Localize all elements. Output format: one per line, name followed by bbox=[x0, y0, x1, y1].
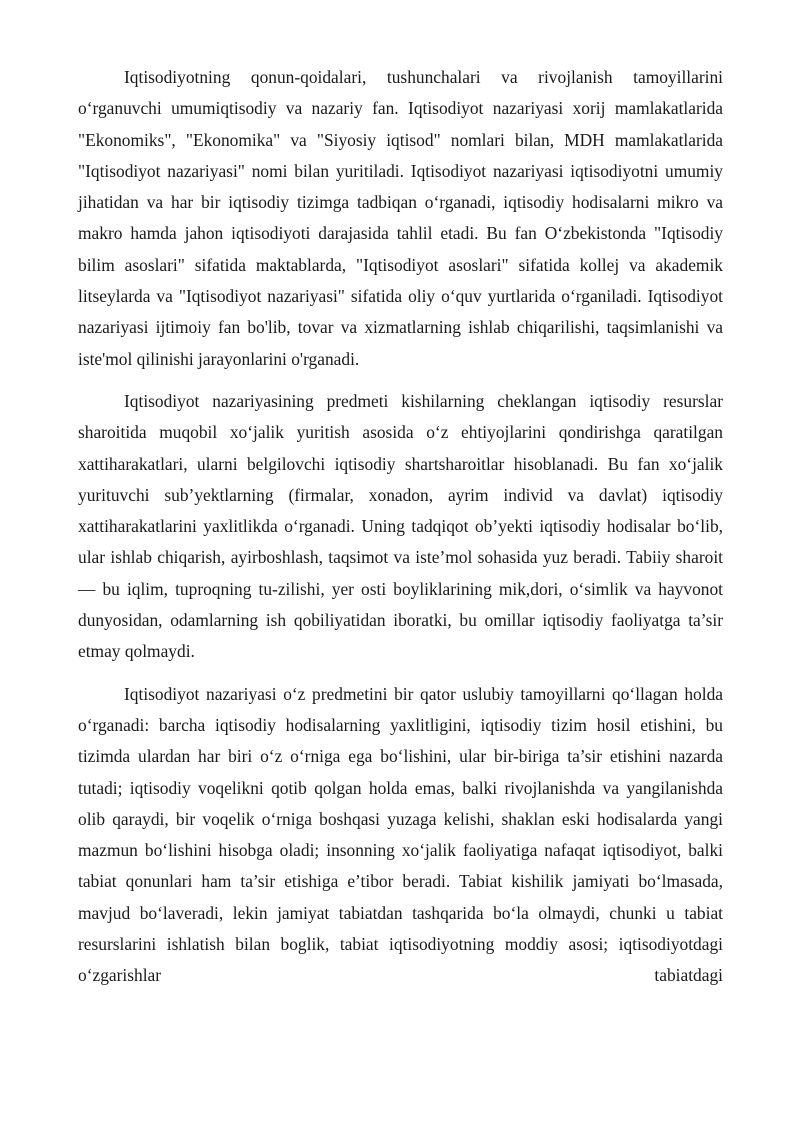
paragraph-3: Iqtisodiyot nazariyasi o‘z predmetini bir qator uslubiy tamoyillarni qo‘llagan holda o‘rganadi: barcha iqtisodiy hodisalarning yaxlitligini, iqtisodiy tizim hosil etishini, bu tizimda ulardan har biri o‘z o‘rniga ega bo‘lishini, ular bir-biriga ta’sir etishini nazarda tutadi; iqtisodiy voqelikni qotib qolgan holda emas, balki rivojlanishda va yangilanishda olib qaraydi, bir voqelik o‘rniga boshqasi yuzaga kelishi, shaklan eski hodisalarda yangi mazmun bo‘lishini hisobga oladi; insonning xo‘jalik faoliyatiga nafaqat iqtisodiyot, balki tabiat qonunlari ham ta’sir etishiga e’tibor beradi. Tabiat kishilik jamiyati bo‘lmasada, mavjud bo‘laveradi, lekin jamiyat tabiatdan tashqarida bo‘la olmaydi, chunki u tabiat resurslarini ishlatish bilan boglik, tabiat iqtisodiyotning moddiy asosi; iqtisodiyotdagi o‘zgarishlar tabiatdagi bbox=[78, 683, 723, 986]
paragraph-2: Iqtisodiyot nazariyasining predmeti kishilarning cheklangan iqtisodiy resurslar sharoitida muqobil xo‘jalik yuritish asosida o‘z ehtiyojlarini qondirishga qaratilgan xattiharakatlari, ularni belgilovchi iqtisodiy shartsharoitlar hisoblanadi. Bu fan xo‘jalik yurituvchi sub’yektlarning (firmalar, xonadon, ayrim individ va davlat) iqtisodiy xattiharakatlarini yaxlitlikda o‘rganadi. Uning tadqiqot ob’yekti iqtisodiy hodisalar bo‘lib, ular ishlab chiqarish, ayirboshlash, taqsimot va iste’mol sohasida yuz beradi. Tabiiy sharoit — bu iqlim, tuproqning tu-zilishi, yer osti boyliklarining mik,dori, o‘simlik va hayvonot dunyosidan, odamlarning ish qobiliyatidan iboratki, bu omillar iqtisodiy faoliyatga ta’sir etmay qolmaydi. bbox=[78, 390, 723, 662]
document-page bbox=[78, 62, 723, 1003]
paragraph-1: Iqtisodiyotning qonun-qoidalari, tushunchalari va rivojlanish tamoyillarini o‘rganuvchi umumiqtisodiy va nazariy fan. Iqtisodiyot nazariyasi xorij mamlakatlarida "Ekonomiks", "Ekonomika" va "Siyosiy iqtisod" nomlari bilan, MDH mamlakatlarida "Iqtisodiyot nazariyasi" nomi bilan yuritiladi. Iqtisodiyot nazariyasi iqtisodiyotni umumiy jihatidan va har bir iqtisodiy tizimga tadbiqan o‘rganadi, iqtisodiy hodisalarni mikro va makro hamda jahon iqtisodiyoti darajasida tahlil etadi. Bu fan O‘zbekistonda "Iqtisodiy bilim asoslari" sifatida maktablarda, "Iqtisodiyot asoslari" sifatida kollej va akademik litseylarda va "Iqtisodiyot nazariyasi" sifatida oliy o‘quv yurtlarida o‘rganiladi. Iqtisodiyot nazariyasi ijtimoiy fan bo'lib, tovar va xizmatlarning ishlab chiqarilishi, taqsimlanishi va iste'mol qilinishi jarayonlarini o'rganadi. bbox=[78, 67, 723, 369]
